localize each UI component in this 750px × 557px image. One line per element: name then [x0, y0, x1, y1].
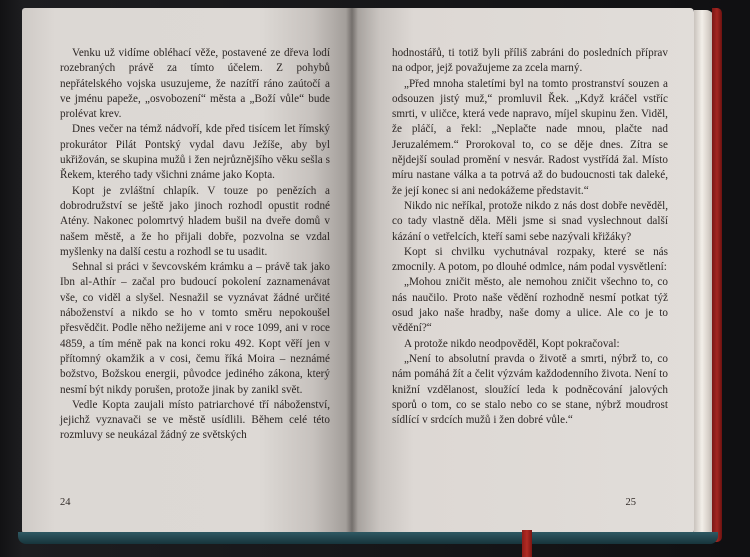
- book-cover-bottom: [18, 532, 718, 544]
- paragraph: Vedle Kopta zaujali místo patriarchové tří náboženství, jejichž vyznavači se ve městě usídlili. Během celé této rozmluvy se neukázal žádný ze světských: [60, 398, 330, 442]
- left-page-text: [60, 46, 330, 444]
- paragraph: Kopt je zvláštní chlapík. V touze po penězích a dobrodružství se ještě jako jinoch rozhodl opustit rodné Atény. Nakonec polomrtvý hladem bušil na dveře domů v našem městě, a že ho přijali dobře, pozvolna se vzdal myšlenky na další cestu a rozhodl se tu usadit.: [60, 184, 330, 258]
- paragraph: Kopt si chvilku vychutnával rozpaky, které se nás zmocnily. A potom, po dlouhé odmlce, nám podal vysvětlení:: [392, 245, 668, 274]
- paragraph: „Před mnoha staletími byl na tomto prostranství souzen a odsouzen jistý muž,“ promluvil Řek. „Když kráčel vstříc smrti, v uličce, která vede napravo, míjel skupinu žen. Viděl, že pláčí, a řekl: „Neplačte nade mnou, plačte nad Jeruzalémem.“ Prorokoval to, co se děje dnes. Zítra se nějdejší soulad promění v nesvár. Radost vystřídá žal. Místo míru nastane válka a ta potrvá až do budoucnosti tak daleké, že její konec si ani nedokážeme představit.“: [392, 77, 668, 197]
- left-page: [22, 8, 352, 536]
- right-page-text: [392, 46, 668, 428]
- bookmark-ribbon: [522, 530, 532, 557]
- paragraph: „Mohou zničit město, ale nemohou zničit všechno to, co nás naučilo. Proto naše vědění rozhodně nesmí potkat týž osud jako naše hradby, naše domy a ulice. Ale co je to vědění?“: [392, 276, 668, 335]
- page-number: 24: [60, 497, 71, 508]
- paragraph: Nikdo nic neříkal, protože nikdo z nás dost dobře nevěděl, co tady vlastně děla. Měli jsme si snad vyslechnout další kázání o vetřelcích, kteří sami sebe nazývali křižáky?: [392, 199, 668, 243]
- paragraph: Venku už vidíme obléhací věže, postavené ze dřeva lodí rozebraných právě za tímto účelem. Z pohybů nepřátelského vojska usuzujeme, že nazítří ráno zaútočí a ve jménu papeže, „osvobození“ města a „Boží vůle“ bude prolévat krev.: [60, 47, 330, 121]
- paragraph: Sehnal si práci v ševcovském krámku a – právě tak jako Ibn al-Athír – začal pro budoucí pokolení zaznamenávat vše, co viděl a slyšel. Nesnažil se vyznávat žádné určité náboženství a nikdo se ho v tomto směru nepokoušel přesvědčit. Podle něho nežijeme ani v roce 1099, ani v roce 4859, a tím méně pak na konci roku 492. Kopt věří jen v přítomný okamžik a v cosi, čemu říká Moira – neznámé božstvo, Božskou energii, původce jediného zákona, který nesmí být nikdy porušen, protože jinak by zanikl svět.: [60, 261, 330, 396]
- paragraph: „Není to absolutní pravda o životě a smrti, nýbrž to, co nám pomáhá žít a čelit výzvám každodenního života. Není to knižní vzdělanost, sloužící leda k podněcování jalových sporů o tom, co se stalo nebo co se stane, nýbrž moudrost sídlící v srdcích mužů i žen dobré vůle.“: [392, 352, 668, 427]
- book-cover-edge: [712, 8, 722, 542]
- paragraph: Dnes večer na témž nádvoří, kde před tisícem let římský prokurátor Pilát Pontský vydal davu Ježíše, aby byl ukřižován, se skupina mužů i žen nejrůznějšího věku sešla s Řekem, kterého tady všichni známe jako Kopta.: [60, 123, 330, 182]
- paragraph: hodnostářů, ti totiž byli příliš zabráni do posledních příprav na odpor, jejž považujeme za zcela marný.: [392, 47, 668, 75]
- right-page: [352, 8, 694, 536]
- page-number: 25: [625, 497, 636, 508]
- page-edges: [694, 10, 714, 540]
- paragraph: A protože nikdo neodpověděl, Kopt pokračoval:: [404, 337, 620, 350]
